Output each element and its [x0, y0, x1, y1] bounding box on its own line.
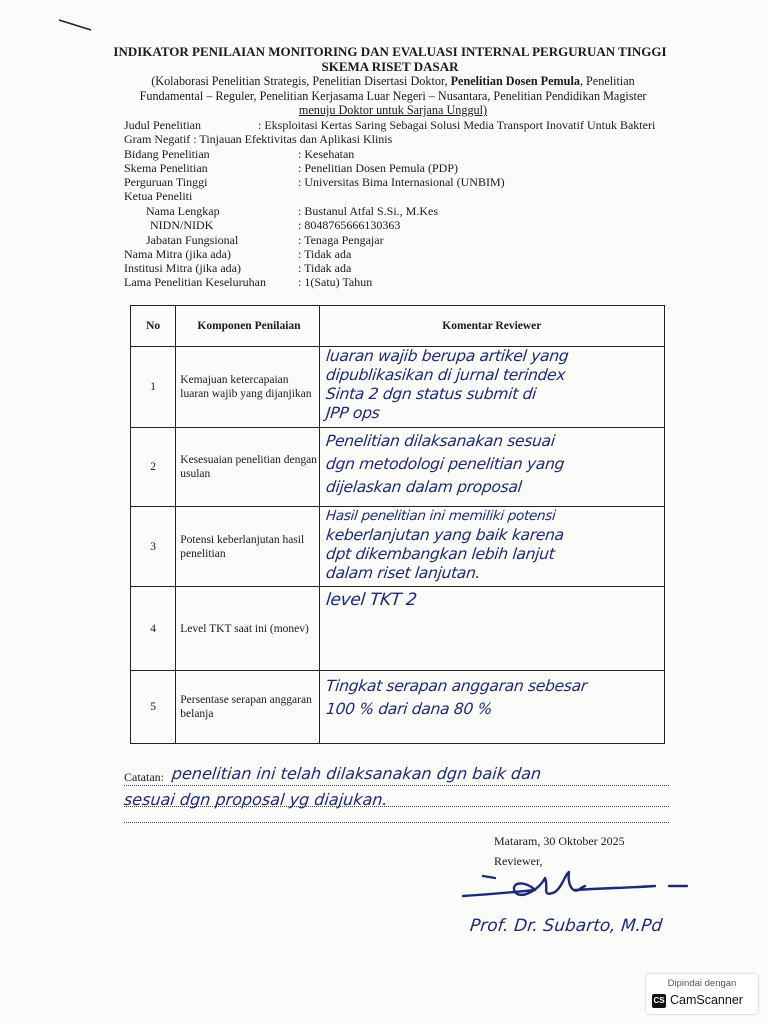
- badge-caption: Dipindai dengan: [667, 978, 737, 989]
- row-number: 1: [131, 347, 176, 428]
- field-label: Institusi Mitra (jika ada): [124, 261, 241, 275]
- table-row: [131, 671, 665, 744]
- handwritten-line: dipublikasikan di jurnal terindex: [324, 366, 566, 384]
- table-row: [131, 428, 665, 507]
- row-komponen: Level TKT saat ini (monev): [176, 587, 319, 671]
- handwritten-line: dpt dikembangkan lebih lanjut: [324, 545, 556, 563]
- reviewer-name: Prof. Dr. Subarto, M.Pd: [468, 916, 664, 936]
- field-label: Lama Penelitian Keseluruhan: [124, 275, 266, 289]
- table-row: [131, 347, 665, 428]
- field-value: : Eksploitasi Kertas Saring Sebagai Solusi Media Transport Inovatif Untuk Bakteri: [258, 118, 656, 132]
- field-label: NIDN/NIDK: [150, 218, 214, 232]
- scheme-text: menuju Doktor untuk Sarjana Unggul): [298, 103, 488, 117]
- field-value: : Tidak ada: [298, 247, 352, 261]
- row-number: 3: [131, 507, 176, 587]
- judul-continuation: Gram Negatif : Tinjauan Efektivitas dan Aplikasi Klinis: [124, 132, 393, 146]
- row-komponen: Persentase serapan anggaran belanja: [176, 671, 319, 744]
- field-label: Judul Penelitian: [124, 118, 201, 132]
- place-date: Mataram, 30 Oktober 2025: [494, 834, 625, 848]
- handwritten-line: dgn metodologi penelitian yang: [324, 455, 565, 473]
- field-value: : Bustanul Atfal S.Si., M.Kes: [298, 204, 439, 218]
- scheme-list: [120, 74, 666, 118]
- row-komentar: [319, 507, 664, 587]
- row-komentar: [319, 587, 664, 671]
- handwritten-line: Penelitian dilaksanakan sesuai: [324, 432, 556, 450]
- field-label: Jabatan Fungsional: [146, 233, 239, 247]
- row-komentar: [319, 671, 664, 744]
- catatan-label: Catatan:: [124, 770, 164, 784]
- row-komponen: Potensi keberlanjutan hasil penelitian: [176, 507, 319, 587]
- catatan-handwritten-line: penelitian ini telah dilaksanakan dgn baik dan: [171, 764, 543, 783]
- handwritten-line: luaran wajib berupa artikel yang: [324, 347, 570, 365]
- row-komponen: Kesesuaian penelitian dengan usulan: [176, 428, 319, 507]
- dotted-line: [124, 785, 669, 786]
- field-value: : Penelitian Dosen Pemula (PDP): [298, 161, 458, 175]
- camscanner-logo-icon: CS: [652, 994, 666, 1008]
- handwritten-line: Tingkat serapan anggaran sebesar: [324, 677, 588, 695]
- field-label: Nama Lengkap: [146, 204, 220, 218]
- signature-image: [455, 866, 695, 906]
- document-title: INDIKATOR PENILAIAN MONITORING DAN EVALUASI INTERNAL PERGURUAN TINGGI: [113, 44, 667, 59]
- handwritten-line: JPP ops: [324, 404, 381, 422]
- document-subtitle: SKEMA RISET DASAR: [321, 59, 459, 74]
- scheme-text: , Penelitian: [579, 74, 635, 88]
- table-row: [131, 587, 665, 671]
- field-value: : Kesehatan: [298, 147, 355, 161]
- header-komentar: Komentar Reviewer: [319, 306, 664, 347]
- header-komponen: Komponen Penilaian: [176, 306, 319, 347]
- header-no: No: [131, 306, 176, 347]
- badge-brand: CamScanner: [670, 993, 743, 1007]
- pen-stroke-mark: [58, 18, 92, 32]
- field-label: Bidang Penelitian: [124, 147, 210, 161]
- handwritten-line: Hasil penelitian ini memiliki potensi: [324, 508, 556, 524]
- dotted-line: [124, 806, 669, 807]
- field-value: : Tidak ada: [298, 261, 352, 275]
- reviewer-label: Reviewer,: [494, 854, 543, 868]
- review-table: [130, 305, 665, 744]
- field-value: : 1(Satu) Tahun: [298, 275, 373, 289]
- field-label: Skema Penelitian: [124, 161, 208, 175]
- catatan-handwritten-line: sesuai dgn proposal yg diajukan.: [123, 790, 389, 809]
- row-number: 5: [131, 671, 176, 744]
- field-value: : Tenaga Pengajar: [298, 233, 384, 247]
- handwritten-line: Sinta 2 dgn status submit di: [324, 385, 537, 403]
- row-number: 4: [131, 587, 176, 671]
- table-row: [131, 507, 665, 587]
- handwritten-line: keberlanjutan yang baik karena: [324, 526, 565, 544]
- row-komponen: Kemajuan ketercapaian luaran wajib yang dijanjikan: [176, 347, 319, 428]
- camscanner-badge: [646, 974, 758, 1014]
- scheme-highlight: Penelitian Dosen Pemula: [450, 74, 580, 88]
- field-label: Perguruan Tinggi: [124, 175, 208, 189]
- field-label: Ketua Peneliti: [124, 189, 193, 203]
- handwritten-line: 100 % dari dana 80 %: [324, 700, 493, 718]
- field-value: : Universitas Bima Internasional (UNBIM): [298, 175, 505, 189]
- field-label: Nama Mitra (jika ada): [124, 247, 231, 261]
- row-komentar: [319, 428, 664, 507]
- field-value: : 8048765666130363: [298, 218, 401, 232]
- row-komentar: [319, 347, 664, 428]
- table-header-row: [131, 306, 665, 347]
- scheme-text: (Kolaborasi Penelitian Strategis, Penelitian Disertasi Doktor,: [151, 74, 451, 88]
- handwritten-line: level TKT 2: [324, 590, 418, 610]
- handwritten-line: dijelaskan dalam proposal: [324, 478, 523, 496]
- dotted-line: [124, 822, 669, 823]
- row-number: 2: [131, 428, 176, 507]
- scheme-text: Fundamental – Reguler, Penelitian Kerjasama Luar Negeri – Nusantara, Penelitian Pendidikan Magister: [139, 88, 647, 103]
- handwritten-line: dalam riset lanjutan.: [324, 564, 481, 582]
